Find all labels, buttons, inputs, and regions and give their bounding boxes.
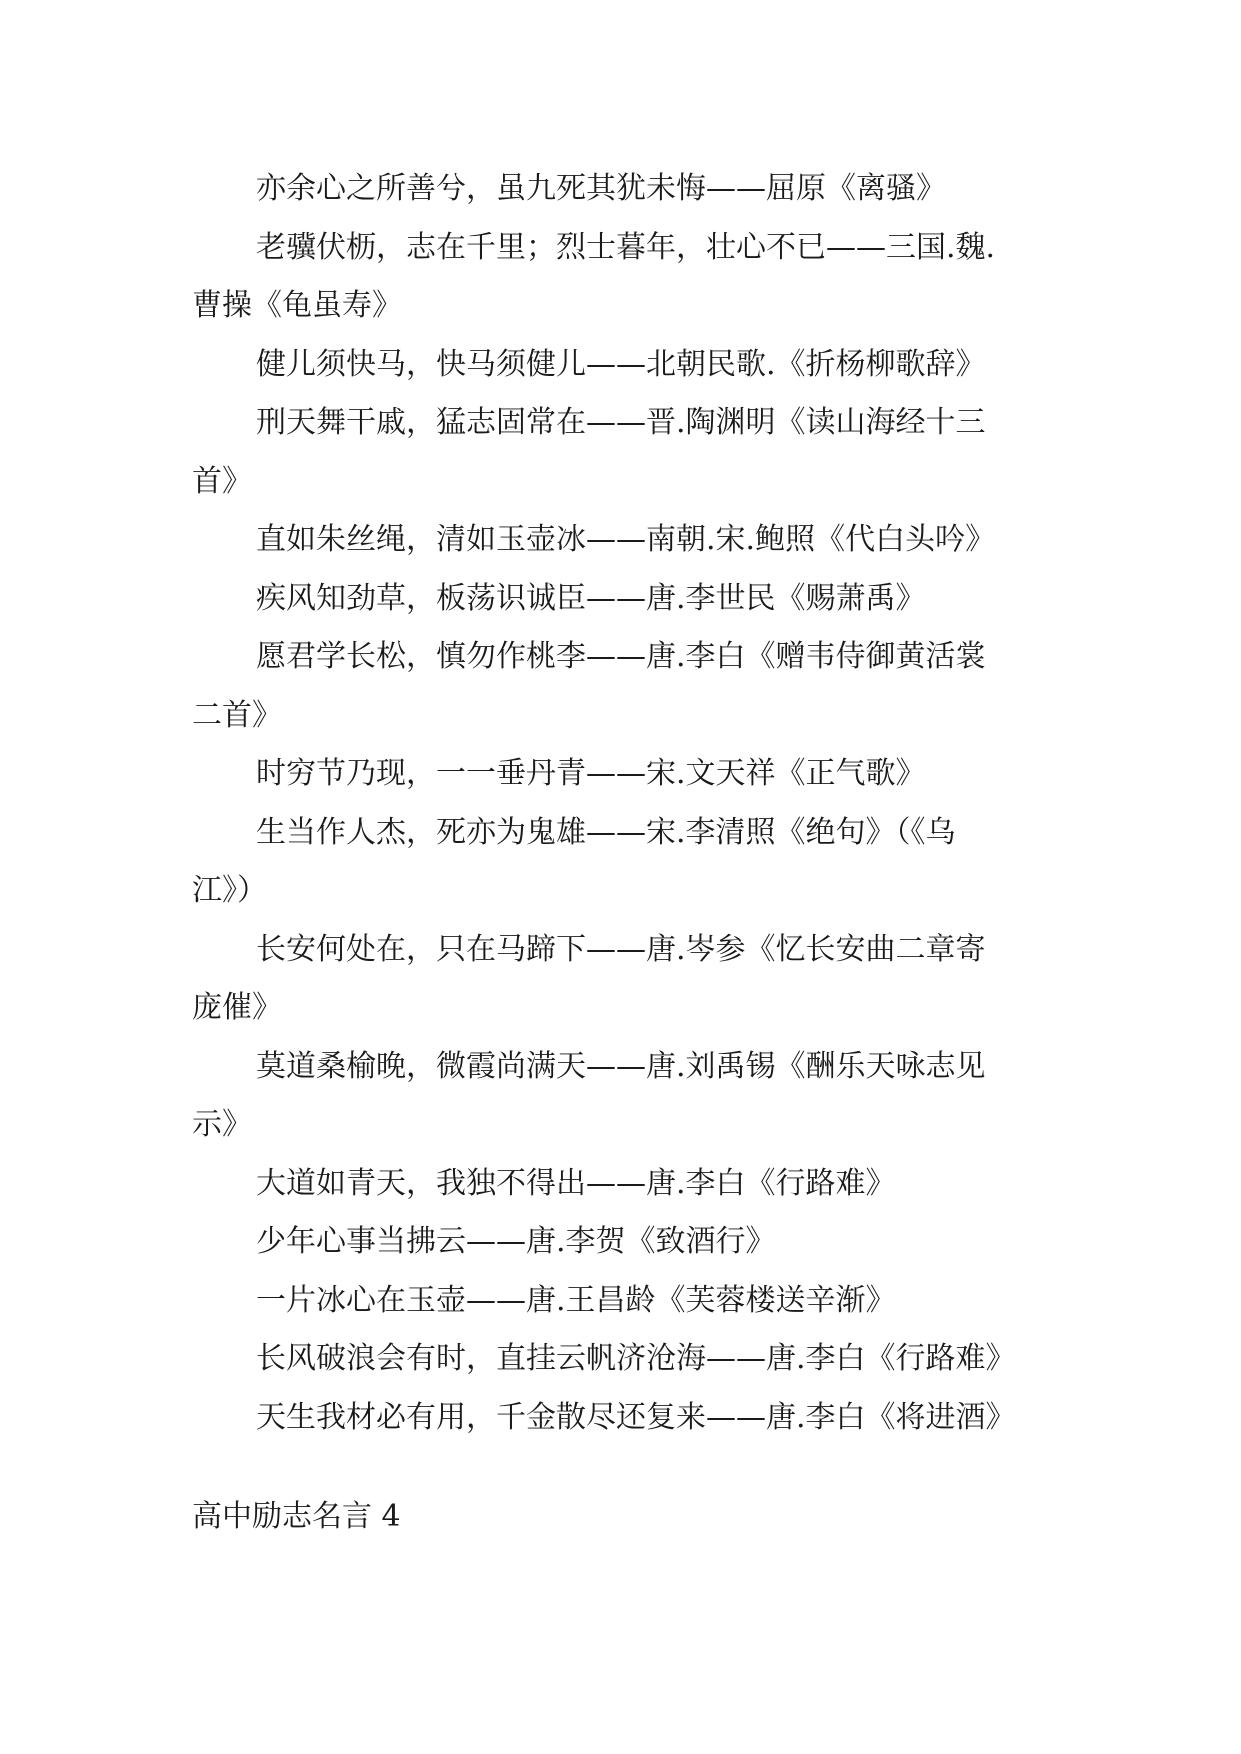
quote-line: 庞催》 <box>192 990 282 1025</box>
quote-line: 莫道桑榆晚，微霞尚满天——唐.刘禹锡《酬乐天咏志见 <box>256 1048 986 1084</box>
quote-paragraph <box>192 1038 1052 1155</box>
quote-line: 亦余心之所善兮，虽九死其犹未悔——屈原《离骚》 <box>256 171 946 206</box>
quote-paragraph <box>192 1389 1052 1448</box>
quote-line: 长安何处在，只在马蹄下——唐.岑参《忆长安曲二章寄 <box>256 931 986 967</box>
quote-paragraph <box>192 628 1052 745</box>
quote-line: 直如朱丝绳，清如玉壶冰——南朝.宋.鲍照《代白头吟》 <box>256 522 996 557</box>
quote-line: 大道如青天，我独不得出——唐.李白《行路难》 <box>256 1165 896 1201</box>
quote-paragraph <box>192 570 1052 629</box>
quote-line: 江》） <box>192 873 267 908</box>
quote-line: 示》 <box>192 1107 252 1142</box>
quote-paragraph <box>192 921 1052 1038</box>
quote-paragraph <box>192 804 1052 921</box>
quote-paragraph <box>192 336 1052 395</box>
quote-paragraph <box>192 1155 1052 1214</box>
quote-line: 健儿须快马，快马须健儿——北朝民歌.《折杨柳歌辞》 <box>256 346 986 382</box>
section-heading: 高中励志名言 4 <box>192 1499 401 1534</box>
quote-paragraph <box>192 219 1052 336</box>
quote-line: 二首》 <box>192 697 282 733</box>
quote-line: 首》 <box>192 463 252 499</box>
quote-line: 生当作人杰，死亦为鬼雄——宋.李清照《绝句》（《乌 <box>256 814 956 850</box>
quote-paragraph <box>192 1272 1052 1331</box>
quote-line: 曹操《龟虽寿》 <box>192 288 402 323</box>
quote-line: 老骥伏枥，志在千里；烈士暮年，壮心不已——三国.魏. <box>256 229 996 265</box>
quote-line: 愿君学长松，慎勿作桃李——唐.李白《赠韦侍御黄活裳 <box>256 639 986 674</box>
document-body <box>192 160 1052 1447</box>
quote-paragraph <box>192 1330 1052 1389</box>
quote-line: 一片冰心在玉壶——唐.王昌龄《芙蓉楼送辛渐》 <box>256 1282 896 1318</box>
quote-paragraph <box>192 745 1052 804</box>
quote-line: 长风破浪会有时，直挂云帆济沧海——唐.李白《行路难》 <box>256 1341 1016 1376</box>
quote-paragraph <box>192 160 1052 219</box>
quote-paragraph <box>192 1213 1052 1272</box>
quote-line: 天生我材必有用，千金散尽还复来——唐.李白《将进酒》 <box>256 1399 1016 1435</box>
quote-line: 刑天舞干戚，猛志固常在——晋.陶渊明《读山海经十三 <box>256 405 986 440</box>
quote-paragraph <box>192 394 1052 511</box>
quote-line: 时穷节乃现，一一垂丹青——宋.文天祥《正气歌》 <box>256 756 926 791</box>
quote-line: 少年心事当拂云——唐.李贺《致酒行》 <box>256 1224 776 1259</box>
quote-paragraph <box>192 511 1052 570</box>
quote-line: 疾风知劲草，板荡识诚臣——唐.李世民《赐萧禹》 <box>256 580 926 616</box>
